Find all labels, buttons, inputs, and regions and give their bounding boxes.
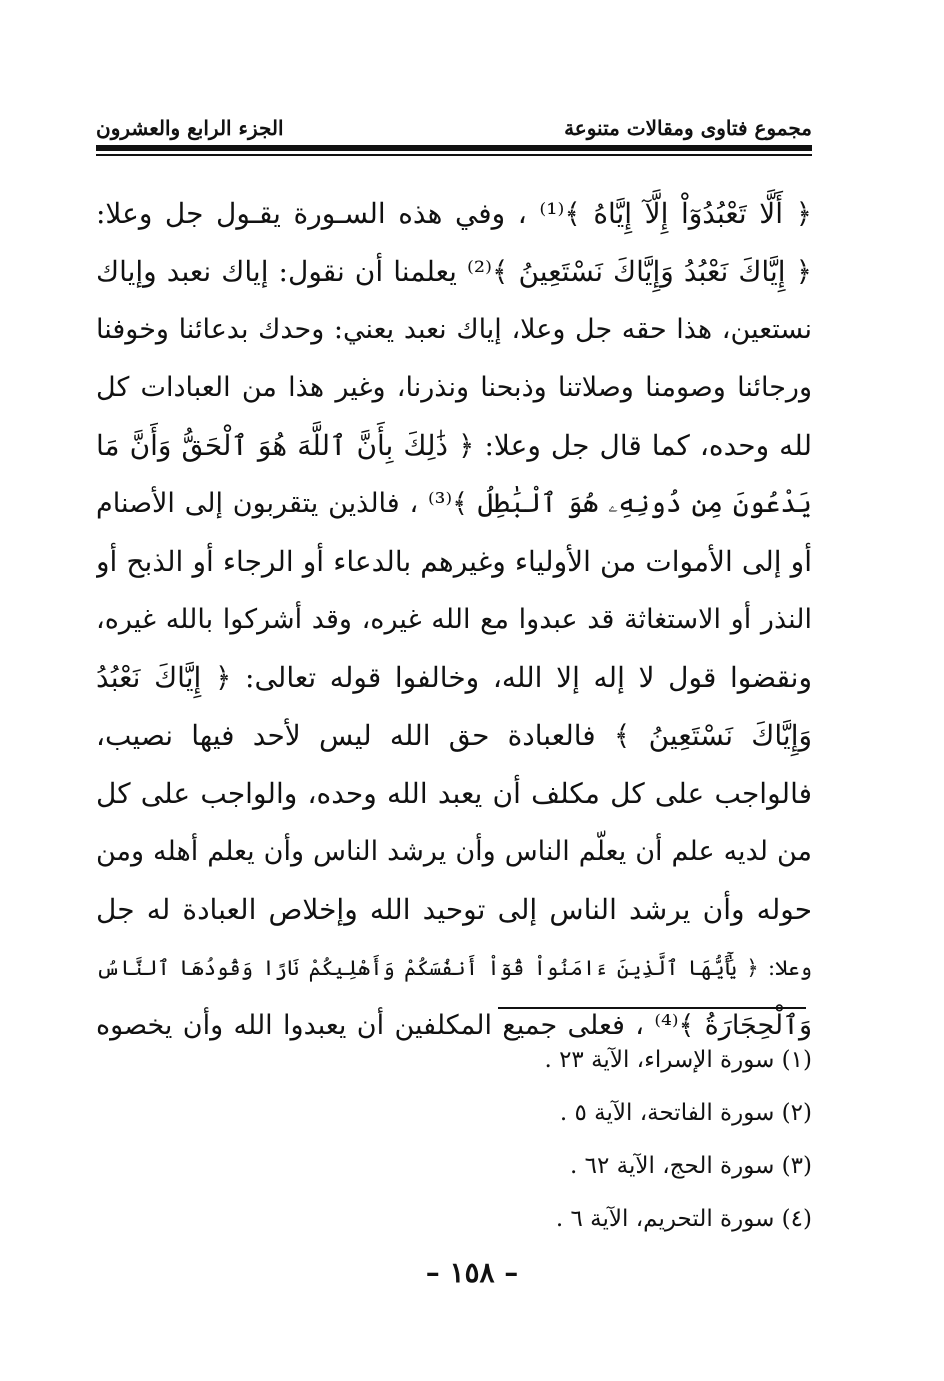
footnote-2: (٢) سورة الفاتحة، الآية ٥ . [559, 1100, 812, 1126]
text-line-9: ونقضوا قول لا إله إلا الله، وخالفوا قوله تعالى: ﴿ إِيَّاكَ نَعْبُدُ [96, 661, 812, 694]
text-line-1: ﴿ أَلَّا تَعْبُدُوٓاْ إِلَّآ إِيَّاهُ ﴾⁽¹⁾ ، وفي هذه السـورة يقـول جل وعلا: [96, 197, 812, 230]
text-line-13: حوله وأن يرشد الناس إلى توحيد الله وإخلاص العبادة له جل [96, 893, 812, 926]
text-line-14: وعلا: ﴿ يَٰٓأَيُّهَا ٱلَّذِينَ ءَامَنُواْ قُوٓاْ أَنفُسَكُمْ وَأَهْلِيكُمْ نَارًا وَقُودُهَا ٱلنَّاسُ [96, 956, 812, 980]
text-line-8: النذر أو الاستغاثة قد عبدوا مع الله غيره، وقد أشركوا بالله غيره، [96, 604, 812, 635]
text-line-7: أو إلى الأموات من الأولياء وغيرهم بالدعاء أو الرجاء أو الذبح أو [96, 545, 812, 578]
page-number: – ١٥٨ – [425, 1256, 519, 1289]
text-line-4: ورجائنا وصومنا وصلاتنا وذبحنا ونذرنا، وغير هذا من العبادات كل [96, 372, 812, 403]
text-line-2: ﴿ إِيَّاكَ نَعْبُدُ وَإِيَّاكَ نَسْتَعِينُ ﴾⁽²⁾ يعلمنا أن نقول: إياك نعبد وإياك [96, 255, 812, 288]
running-header [96, 106, 812, 140]
footnote-separator [498, 1007, 806, 1009]
main-text [96, 185, 812, 1055]
header-rule-thin [96, 154, 812, 156]
footnote-3: (٣) سورة الحج، الآية ٦٢ . [570, 1153, 812, 1179]
volume-title: الجزء الرابع والعشرون [96, 116, 284, 140]
text-line-15: وَٱلْحِجَارَةُ ﴾⁽⁴⁾ ، فعلى جميع المكلفين أن يعبدوا الله وأن يخصوه [96, 1010, 812, 1041]
text-line-3: نستعين، هذا حقه جل وعلا، إياك نعبد يعني: وحدك بدعائنا وخوفنا [96, 314, 812, 345]
text-line-5: لله وحده، كما قال جل وعلا: ﴿ ذَٰلِكَ بِأَنَّ ٱللَّهَ هُوَ ٱلْحَقُّ وَأَنَّ مَا [96, 429, 812, 462]
text-line-6: يَدْعُونَ مِن دُونِهِۦ هُوَ ٱلْبَٰطِلُ ﴾⁽³⁾ ، فالذين يتقربون إلى الأصنام [96, 488, 812, 519]
book-title: مجموع فتاوى ومقالات متنوعة [564, 116, 812, 140]
text-line-10: وَإِيَّاكَ نَسْتَعِينُ ﴾ فالعبادة حق الله ليس لأحد فيها نصيب، [96, 719, 812, 752]
text-line-11: فالواجب على كل مكلف أن يعبد الله وحده، والواجب على كل [96, 777, 812, 810]
header-rule-thick [96, 145, 812, 151]
footnote-4: (٤) سورة التحريم، الآية ٦ . [555, 1206, 812, 1232]
footnote-1: (١) سورة الإسراء، الآية ٢٣ . [544, 1047, 812, 1073]
footnotes [96, 1034, 812, 1246]
text-line-12: من لديه علم أن يعلّم الناس وأن يرشد الناس وأن يعلم أهله ومن [96, 836, 812, 867]
